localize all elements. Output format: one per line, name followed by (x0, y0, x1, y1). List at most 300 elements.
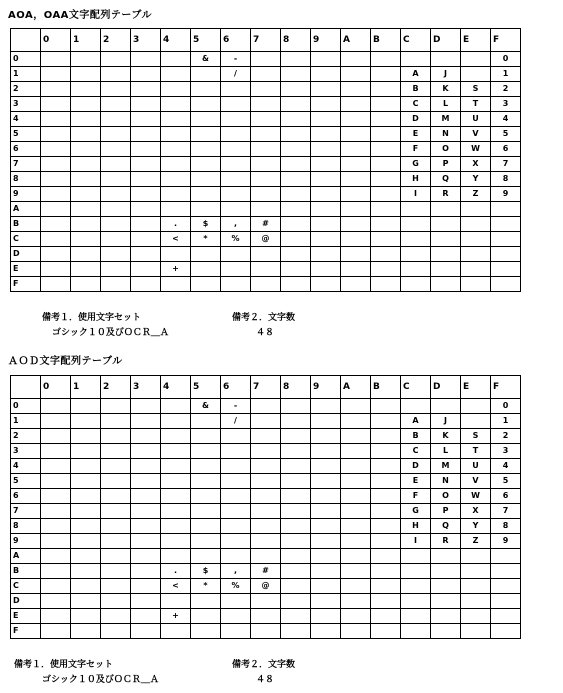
table-cell (191, 549, 221, 564)
table-cell (101, 474, 131, 489)
table-cell (161, 127, 191, 142)
table-cell (161, 67, 191, 82)
note-count-label: 備考２．文字数 (232, 313, 296, 323)
table-cell (311, 247, 341, 262)
table-cell (161, 624, 191, 639)
table-cell (41, 519, 71, 534)
table-cell (131, 399, 161, 414)
table-cell (161, 142, 191, 157)
table-cell (341, 399, 371, 414)
table-cell (71, 262, 101, 277)
table-cell (161, 399, 191, 414)
table-cell (41, 489, 71, 504)
column-header: F (491, 376, 521, 399)
table-cell (431, 579, 461, 594)
table-cell (221, 202, 251, 217)
table-cell (371, 594, 401, 609)
table-cell (101, 579, 131, 594)
table-cell (251, 97, 281, 112)
table-cell (131, 534, 161, 549)
table-cell (461, 217, 491, 232)
table-cell (371, 217, 401, 232)
column-header: 6 (221, 29, 251, 52)
table-cell (191, 459, 221, 474)
table-cell (311, 277, 341, 292)
table-cell (41, 127, 71, 142)
table-cell: 7 (491, 157, 521, 172)
table-cell (341, 217, 371, 232)
table-cell (371, 474, 401, 489)
table-cell (191, 594, 221, 609)
table-cell (311, 52, 341, 67)
table-cell (341, 67, 371, 82)
table-cell (161, 202, 191, 217)
table-cell (251, 277, 281, 292)
table-cell (41, 82, 71, 97)
note-charset-label: 備考１．使用文字セット (14, 660, 114, 670)
table-row (11, 519, 521, 534)
table-cell (341, 232, 371, 247)
table-cell (101, 82, 131, 97)
header-row (11, 29, 521, 52)
table-row (11, 594, 521, 609)
table-cell: 5 (491, 127, 521, 142)
table-cell (371, 459, 401, 474)
note-charset (14, 657, 159, 685)
table-cell (401, 609, 431, 624)
table-row (11, 277, 521, 292)
table-cell (311, 112, 341, 127)
table-cell: Q (431, 519, 461, 534)
table-cell (431, 277, 461, 292)
table-cell (491, 277, 521, 292)
table-cell (251, 202, 281, 217)
table-cell: 8 (491, 519, 521, 534)
table-cell: O (431, 142, 461, 157)
table-cell (101, 399, 131, 414)
table-cell (281, 519, 311, 534)
table-row (11, 564, 521, 579)
table-cell: C (401, 97, 431, 112)
table-cell (281, 474, 311, 489)
table-cell (371, 187, 401, 202)
table-cell (101, 549, 131, 564)
table-cell (71, 519, 101, 534)
table-cell: 3 (491, 444, 521, 459)
corner-cell (11, 376, 41, 399)
table-cell (101, 504, 131, 519)
column-header: A (341, 29, 371, 52)
table-cell (341, 172, 371, 187)
table-cell (221, 112, 251, 127)
table-cell (281, 579, 311, 594)
table-cell (341, 459, 371, 474)
table-cell (191, 97, 221, 112)
table-cell (311, 127, 341, 142)
table-cell (191, 202, 221, 217)
row-header: 5 (11, 474, 41, 489)
table-cell (281, 624, 311, 639)
table-cell (251, 609, 281, 624)
table-cell: - (221, 399, 251, 414)
column-header: E (461, 29, 491, 52)
table-cell (371, 142, 401, 157)
table-row (11, 549, 521, 564)
table-cell (431, 247, 461, 262)
table-cell (161, 549, 191, 564)
table-cell (101, 429, 131, 444)
table-cell (311, 459, 341, 474)
table-cell: 8 (491, 172, 521, 187)
table-cell (221, 429, 251, 444)
row-header: D (11, 594, 41, 609)
table-cell (491, 564, 521, 579)
table-cell (221, 127, 251, 142)
table-cell (41, 217, 71, 232)
table-cell (131, 262, 161, 277)
table-cell (251, 112, 281, 127)
table-cell (491, 579, 521, 594)
table-cell (341, 142, 371, 157)
table-cell: & (191, 399, 221, 414)
table-cell (191, 82, 221, 97)
table-cell (401, 52, 431, 67)
row-header: 6 (11, 489, 41, 504)
table-cell (41, 609, 71, 624)
table-cell (431, 202, 461, 217)
table-cell (191, 474, 221, 489)
table-cell (311, 609, 341, 624)
table-cell (251, 429, 281, 444)
table-cell: * (191, 579, 221, 594)
table-cell (341, 534, 371, 549)
row-header: E (11, 262, 41, 277)
table-cell (371, 172, 401, 187)
table-cell (221, 489, 251, 504)
table-cell (311, 534, 341, 549)
table-cell (101, 157, 131, 172)
table-cell (191, 277, 221, 292)
table-cell (311, 202, 341, 217)
table-cell: Y (461, 172, 491, 187)
table-cell (311, 474, 341, 489)
table-cell (101, 262, 131, 277)
table-cell (341, 97, 371, 112)
table-cell (161, 187, 191, 202)
table-cell (311, 172, 341, 187)
table-cell (491, 624, 521, 639)
column-header: 3 (131, 376, 161, 399)
table-cell (401, 594, 431, 609)
table-cell (131, 579, 161, 594)
table-cell (221, 97, 251, 112)
table-cell (221, 519, 251, 534)
table-cell (71, 459, 101, 474)
table-cell (431, 624, 461, 639)
table-cell (101, 52, 131, 67)
table-cell (431, 232, 461, 247)
row-header: D (11, 247, 41, 262)
table-cell (281, 534, 311, 549)
table-cell (71, 52, 101, 67)
column-header: B (371, 29, 401, 52)
table-cell (131, 52, 161, 67)
table-row (11, 429, 521, 444)
table-cell (251, 414, 281, 429)
table-cell (341, 444, 371, 459)
table-cell (341, 247, 371, 262)
table-cell (101, 172, 131, 187)
header-row (11, 376, 521, 399)
table-cell (371, 232, 401, 247)
table-cell (251, 459, 281, 474)
table-cell (191, 172, 221, 187)
table-cell (281, 594, 311, 609)
table-cell: Z (461, 187, 491, 202)
table-cell (281, 67, 311, 82)
table-cell (101, 67, 131, 82)
table-cell (161, 82, 191, 97)
table-cell: O (431, 489, 461, 504)
table-cell (221, 444, 251, 459)
table-cell (491, 202, 521, 217)
table-cell: / (221, 67, 251, 82)
table-cell (431, 399, 461, 414)
table-cell (311, 504, 341, 519)
table-cell (281, 52, 311, 67)
table-cell (131, 187, 161, 202)
table-cell: < (161, 579, 191, 594)
table-cell: S (461, 82, 491, 97)
table-cell (41, 67, 71, 82)
table-cell (101, 519, 131, 534)
table-cell (461, 579, 491, 594)
table-cell: * (191, 232, 221, 247)
table-cell (131, 594, 161, 609)
note-count-value: ４８ (256, 675, 275, 685)
table-cell (251, 534, 281, 549)
table-cell (41, 172, 71, 187)
table-cell (461, 399, 491, 414)
table-row (11, 97, 521, 112)
table-row (11, 399, 521, 414)
table-cell: K (431, 429, 461, 444)
row-header: 4 (11, 459, 41, 474)
table-row (11, 127, 521, 142)
table-cell (161, 97, 191, 112)
table-cell (41, 594, 71, 609)
table-cell (71, 247, 101, 262)
table-cell (161, 157, 191, 172)
table-cell: R (431, 187, 461, 202)
table-cell (161, 52, 191, 67)
row-header: B (11, 564, 41, 579)
table-cell: C (401, 444, 431, 459)
table-cell (161, 489, 191, 504)
table-row (11, 217, 521, 232)
table-cell: 5 (491, 474, 521, 489)
table-cell (461, 202, 491, 217)
table-cell (191, 429, 221, 444)
table-cell (371, 534, 401, 549)
table-cell (131, 142, 161, 157)
table-cell (101, 202, 131, 217)
table-cell: + (161, 262, 191, 277)
table-cell: 4 (491, 112, 521, 127)
table-cell (161, 474, 191, 489)
table-cell (71, 112, 101, 127)
table-cell: S (461, 429, 491, 444)
column-header: 8 (281, 376, 311, 399)
table-cell: J (431, 414, 461, 429)
table-cell (281, 549, 311, 564)
row-header: 2 (11, 429, 41, 444)
table-cell (431, 609, 461, 624)
table-cell (101, 127, 131, 142)
table-cell (311, 399, 341, 414)
table-cell (251, 52, 281, 67)
column-header: B (371, 376, 401, 399)
table-cell: / (221, 414, 251, 429)
table-row (11, 624, 521, 639)
table-cell (161, 504, 191, 519)
table-cell: L (431, 97, 461, 112)
table-cell (461, 52, 491, 67)
row-header: 1 (11, 414, 41, 429)
table-cell (371, 399, 401, 414)
table-cell (71, 202, 101, 217)
table-cell (311, 97, 341, 112)
table-cell (371, 564, 401, 579)
column-header: 4 (161, 376, 191, 399)
table-cell (221, 624, 251, 639)
table-cell (131, 232, 161, 247)
table-cell (131, 429, 161, 444)
table-cell (131, 609, 161, 624)
table-cell (431, 262, 461, 277)
note-count-value: ４８ (256, 328, 275, 338)
table-cell: # (251, 564, 281, 579)
table-cell (71, 187, 101, 202)
table-cell (71, 232, 101, 247)
table-cell (281, 489, 311, 504)
table-cell (371, 262, 401, 277)
table-cell: E (401, 127, 431, 142)
table-cell (461, 262, 491, 277)
table-cell: I (401, 187, 431, 202)
column-header: 8 (281, 29, 311, 52)
table-cell (41, 52, 71, 67)
column-header: 1 (71, 376, 101, 399)
table-row (11, 444, 521, 459)
table-cell (161, 112, 191, 127)
table-cell (131, 247, 161, 262)
table-cell (371, 277, 401, 292)
table-cell: . (161, 217, 191, 232)
table-cell: - (221, 52, 251, 67)
table-cell (401, 399, 431, 414)
table-cell (191, 187, 221, 202)
table-cell (101, 112, 131, 127)
column-header: E (461, 376, 491, 399)
table-cell (101, 489, 131, 504)
table-cell (281, 414, 311, 429)
column-header: 9 (311, 376, 341, 399)
table-cell (41, 459, 71, 474)
table-cell: 6 (491, 489, 521, 504)
table-cell (161, 429, 191, 444)
row-header: 3 (11, 444, 41, 459)
table-cell (281, 82, 311, 97)
table-cell (371, 82, 401, 97)
table-cell: R (431, 534, 461, 549)
table-cell (311, 564, 341, 579)
table-cell (341, 82, 371, 97)
table-cell (71, 429, 101, 444)
table-cell (41, 157, 71, 172)
table-cell (221, 594, 251, 609)
column-header: 4 (161, 29, 191, 52)
table-cell (161, 519, 191, 534)
table-cell (161, 414, 191, 429)
table-cell: P (431, 504, 461, 519)
table-cell (191, 444, 221, 459)
table-cell (251, 504, 281, 519)
table-cell (71, 127, 101, 142)
table-cell (281, 142, 311, 157)
table-row (11, 142, 521, 157)
table-cell (41, 187, 71, 202)
table-cell (251, 82, 281, 97)
table-cell: K (431, 82, 461, 97)
table-cell: % (221, 232, 251, 247)
table-cell (41, 549, 71, 564)
table-row (11, 474, 521, 489)
table-cell (41, 429, 71, 444)
row-header: 9 (11, 534, 41, 549)
table-cell (41, 247, 71, 262)
column-header: 0 (41, 376, 71, 399)
table-cell (281, 202, 311, 217)
table-cell (281, 564, 311, 579)
table-cell: T (461, 97, 491, 112)
table-cell (71, 534, 101, 549)
table-cell: Z (461, 534, 491, 549)
table-cell (41, 97, 71, 112)
table-cell (41, 474, 71, 489)
table-cell (311, 519, 341, 534)
table-cell (341, 277, 371, 292)
table-cell: W (461, 142, 491, 157)
table-cell (41, 504, 71, 519)
table-cell (191, 609, 221, 624)
table-cell: 0 (491, 399, 521, 414)
table-cell (41, 579, 71, 594)
table-cell (341, 504, 371, 519)
table-cell (371, 504, 401, 519)
table-row (11, 504, 521, 519)
table-cell (311, 624, 341, 639)
row-header: 5 (11, 127, 41, 142)
row-header: 7 (11, 157, 41, 172)
table-cell (191, 534, 221, 549)
column-header: C (401, 376, 431, 399)
table-cell (311, 232, 341, 247)
table-cell (131, 112, 161, 127)
table-cell (71, 444, 101, 459)
table-cell (221, 82, 251, 97)
table-cell (191, 112, 221, 127)
